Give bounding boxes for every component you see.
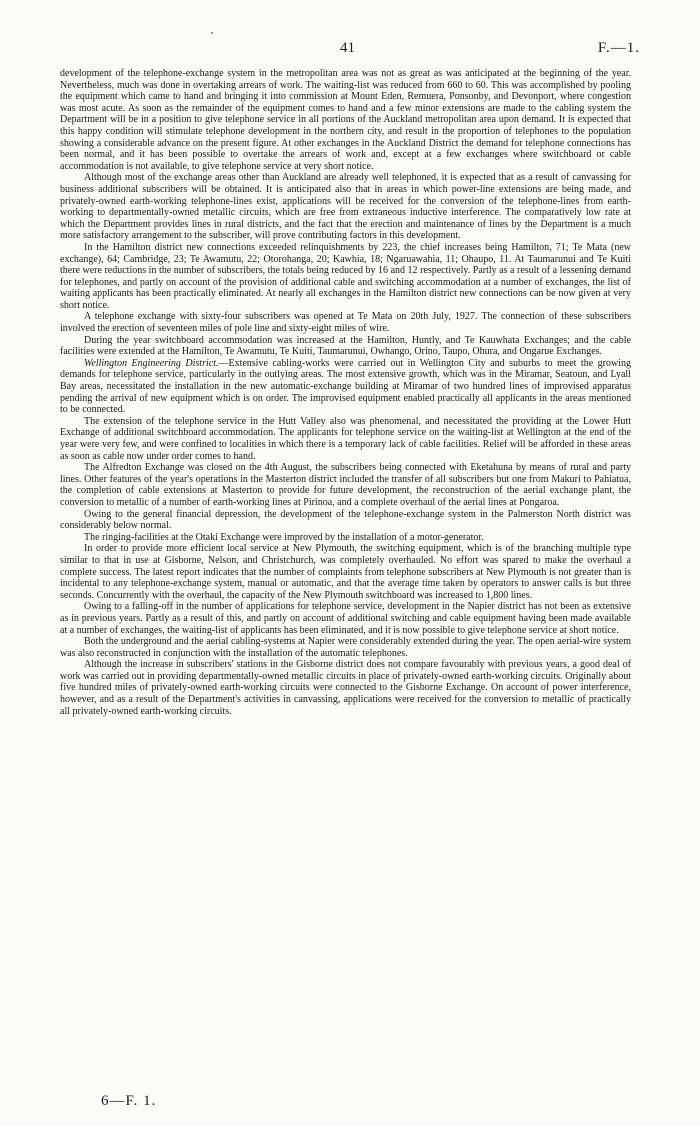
paragraph: The extension of the telephone service in the Hutt Valley also was phenomenal, and necessitated the providing at the Lower Hutt Exchange of additional switchboard accommodation. The applicants for telephone service on the waiting-list at Wellington at the end of the year were very few, and were confined to localities in which there is a temporary lack of cable facilities. Relief will be afforded in these areas as soon as cable now under order comes to hand.	[60, 415, 631, 462]
page-number: 41	[340, 40, 355, 56]
paragraph: The ringing-facilities at the Otaki Exchange were improved by the installation of a motor-generator.	[84, 531, 484, 543]
paragraph-text: —Extensive cabling-works were carried out in Wellington City and suburbs to meet the growing demands for telephone service, particularly in the outlying areas. The most extensive growth, which was in the Miramar, Seatoun, and Lyall Bay areas, necessitated the installation in the new automatic-exchange building at Miramar of two hundred lines of improvised apparatus pending the arrival of new equipment which is on order. The improvised equipment enabled practically all applicants in the areas mentioned to be connected.	[60, 357, 631, 416]
signature-mark: 6—F. 1.	[101, 1093, 157, 1109]
document-reference: F.—1.	[597, 40, 640, 56]
page-header	[0, 40, 700, 58]
paragraph: In the Hamilton district new connections exceeded relinquishments by 223, the chief increases being Hamilton, 71; Te Mata (new exchange), 64; Cambridge, 23; Te Awamutu, 22; Otorohanga, 20; Kawhia, 18; Ngaruawahia, 11; Ohaupo, 11. At Taumarunui and Te Kuiti there were reductions in the number of subscribers, the totals being reduced by 16 and 12 respectively. Partly as a result of a lessening demand for telephones, and partly on account of the provision of additional cable and switching accommodation at a number of exchanges, the list of waiting applicants has been practically eliminated. At nearly all exchanges in the Hamilton district new connections can be now given at very short notice.	[60, 241, 631, 311]
body-text	[60, 68, 631, 717]
paragraph: Both the underground and the aerial cabling-systems at Napier were considerably extended during the year. The open aerial-wire system was also reconstructed in conjunction with the installation of the automatic telephones.	[60, 636, 631, 659]
paragraph-wellington	[60, 358, 631, 416]
paragraph: In order to provide more efficient local service at New Plymouth, the switching equipment, which is of the branching multiple type similar to that in use at Gisborne, Nelson, and Christchurch, was completely overhauled. No effort was spared to make the overhaul a complete success. The latest report indicates that the number of complaints from telephone subscribers at New Plymouth is not greater than is incidental to any telephone-exchange system, manual or automatic, and that the average time taken by operators to answer calls is but three seconds. Concurrently with the overhaul, the capacity of the New Plymouth switchboard was increased to 1,800 lines.	[60, 543, 631, 601]
paragraph: A telephone exchange with sixty-four subscribers was opened at Te Mata on 20th July, 1927. The connection of these subscribers involved the erection of seventeen miles of pole line and sixty-eight miles of wire.	[60, 311, 631, 335]
paragraph: During the year switchboard accommodation was increased at the Hamilton, Huntly, and Te Kauwhata Exchanges; and the cable facilities were extended at the Hamilton, Te Awamutu, Te Kuiti, Taumarunui, Owhango, Orino, Taupo, Ohura, and Ongarue Exchanges.	[60, 334, 631, 358]
district-heading: Wellington Engineering District.	[84, 357, 219, 369]
paragraph: Although the increase in subscribers' stations in the Gisborne district does not compare favourably with previous years, a good deal of work was carried out in providing departmentally-owned metallic circuits in place of privately-owned earth-working circuits. Originally about five hundred miles of privately-owned earth-working circuits were connected to the Gisborne Exchange. On account of power interference, however, and as a result of the Department's activities in canvassing, applications were received for the conversion to metallic of practically all privately-owned earth-working circuits.	[60, 659, 631, 717]
paragraph: Although most of the exchange areas other than Auckland are already well telephoned, it is expected that as a result of canvassing for business additional subscribers will be obtained. It is anticipated also that in areas in which power-line extensions are being made, and privately-owned earth-working telephone-lines exist, applications will be received for the conversion of the telephone-lines from earth-working to departmentally-owned metallic circuits, which are free from extraneous inductive interference. The comparatively low rate at which the Department provides lines in rural districts, and the fact that the erection and maintenance of lines by the Department is a much more satisfactory arrangement to the subscriber, will prove contributing factors in this development.	[60, 172, 631, 242]
paragraph: development of the telephone-exchange system in the metropolitan area was not as great as was anticipated at the beginning of the year. Nevertheless, much was done in overtaking arrears of work. The waiting-list was reduced from 660 to 60. This was accomplished by pooling the equipment which came to hand and bringing it into commission at Mount Eden, Remuera, Ponsonby, and Devonport, where congestion was most acute. As soon as the remainder of the equipment comes to hand and a few minor extensions are made to the cabling system the Department will be in a position to give telephone service in all portions of the Auckland metropolitan area upon demand. It is expected that this happy condition will stimulate telephone development in the northern city, and result in the proportion of telephones to the population showing a considerable advance on the present figure. At other exchanges in the Auckland District the demand for telephone connections has been normal, and it has been possible to overtake the arrears of work and, except at a few exchanges where switchboard or cable accommodation is not available, to give telephone service at very short notice.	[60, 68, 631, 172]
paragraph: Owing to the general financial depression, the development of the telephone-exchange system in the Palmerston North district was considerably below normal.	[60, 508, 631, 532]
paragraph: Owing to a falling-off in the number of applications for telephone service, development in the Napier district has not been as extensive as in previous years. Partly as a result of this, and partly on account of additional switching and cable equipment having been made available at a number of exchanges, the waiting-list of applicants has been eliminated, and it is now possible to give telephone service at short notice.	[60, 601, 631, 636]
paragraph: The Alfredton Exchange was closed on the 4th August, the subscribers being connected with Eketahuna by means of rural and party lines. Other features of the year's operations in the Masterton district included the transfer of all subscribers but one from Makuri to Pahiatua, the completion of cable extensions at Masterton to provide for future development, the reconstruction of the aerial exchange plant, the conversion to metallic of a number of earth-working lines at Pirinoa, and a complete overhaul of the aerial lines at Pongaroa.	[60, 462, 631, 508]
scan-speck	[211, 32, 213, 34]
